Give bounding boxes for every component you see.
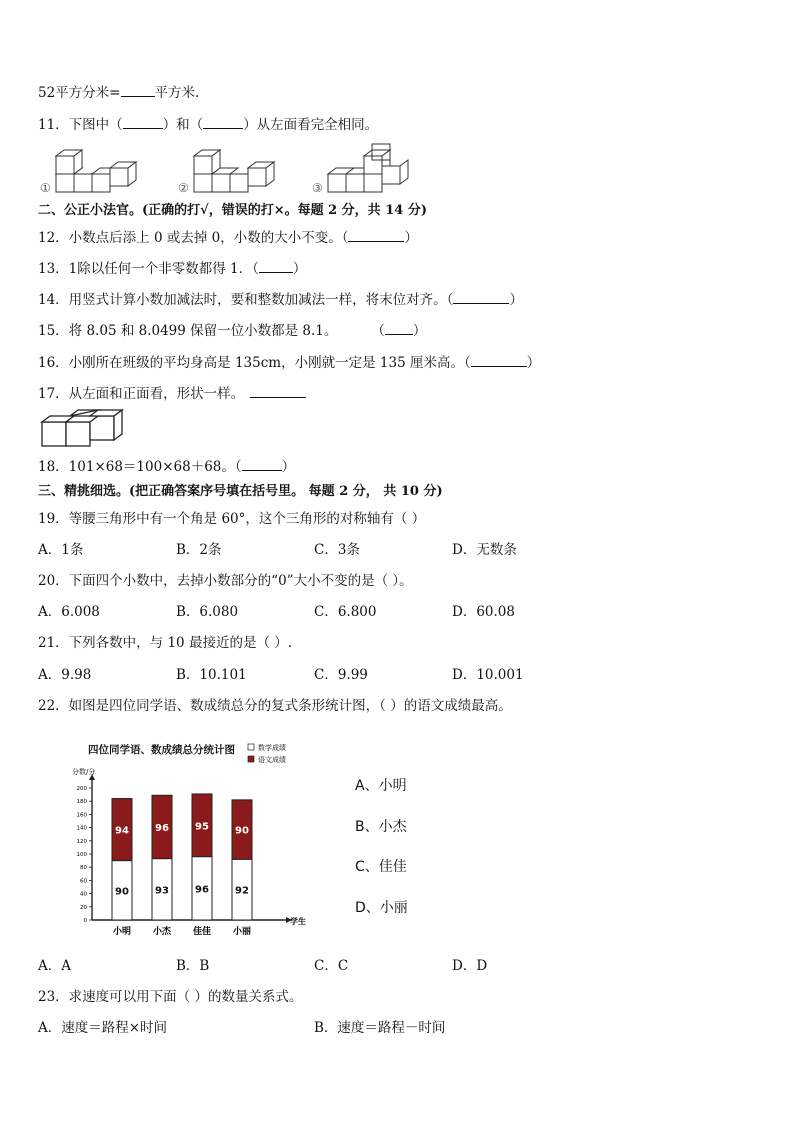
y-tick-label: 120	[76, 838, 87, 845]
q19-option-d[interactable]: D．无数条	[452, 542, 517, 558]
close-paren: ）	[412, 323, 427, 339]
cube-figure-3	[310, 140, 410, 196]
cube-figure-1	[38, 144, 138, 196]
y-tick-label: 200	[76, 786, 87, 792]
category-label: 小丽	[232, 927, 252, 937]
y-tick-label: 100	[76, 852, 87, 858]
q19-stem: 19．等腰三角形中有一个角是 60°，这个三角形的对称轴有（ ）	[38, 511, 426, 527]
close-paren: ）	[404, 230, 418, 246]
q21-stem: 21．下列各数中，与 10 最接近的是（ ）.	[38, 635, 293, 651]
close-paren: ）	[526, 355, 541, 371]
q20-option-d[interactable]: D．60.08	[452, 604, 515, 620]
close-paren: ）	[281, 459, 296, 475]
q22-stem: 22．如图是四位同学语、数成绩总分的复式条形统计图，（ ）的语文成绩最高。	[38, 698, 512, 714]
q10-line	[38, 84, 199, 102]
q22-option-c[interactable]: C．C	[314, 958, 349, 974]
answer-blank[interactable]	[242, 458, 282, 471]
open-paren: （	[371, 323, 385, 339]
q11-text-b: ）和（	[162, 117, 204, 133]
y-tick-label: 0	[83, 918, 87, 924]
answer-blank[interactable]	[453, 291, 509, 304]
chart-side-option-a: A、小明	[355, 778, 407, 794]
answer-blank[interactable]	[123, 116, 163, 129]
close-paren: ）	[509, 292, 523, 308]
q10-suffix: 平方米.	[154, 85, 200, 101]
data-label: 95	[195, 821, 209, 833]
data-label: 94	[115, 825, 129, 837]
y-tick-label: 160	[76, 812, 87, 819]
q11-text-c: ）从左面看完全相同。	[243, 117, 379, 133]
figure-label-1: ①	[40, 181, 51, 195]
bar-chart	[70, 738, 310, 943]
q17-line	[38, 385, 306, 403]
q20-option-a[interactable]: A．6.008	[38, 604, 100, 620]
q16-line	[38, 354, 540, 372]
data-label: 93	[155, 885, 169, 897]
q19-option-a[interactable]: A．1条	[38, 542, 84, 558]
q19-option-c[interactable]: C．3条	[314, 542, 360, 558]
chart-side-option-b: B、小杰	[355, 819, 407, 835]
answer-blank[interactable]	[471, 354, 527, 367]
q13-line	[38, 260, 306, 278]
q20-stem: 20．下面四个小数中，去掉小数部分的“0”大小不变的是（ ）。	[38, 573, 413, 589]
section-2-heading: 二、公正小法官。(正确的打√，错误的打×。每题 2 分，共 14 分)	[38, 203, 427, 218]
q16-text: 16．小刚所在班级的平均身高是 135cm，小刚就一定是 135 厘米高。（	[38, 355, 471, 371]
legend-label: 数学成绩	[258, 744, 286, 752]
chart-side-option-c: C、佳佳	[355, 859, 407, 875]
cube-figure-q17	[40, 406, 130, 450]
answer-blank[interactable]	[385, 322, 413, 335]
data-label: 90	[115, 886, 129, 898]
q23-option-a[interactable]: A．速度＝路程×时间	[38, 1020, 168, 1036]
category-label: 小杰	[152, 927, 172, 937]
y-tick-label: 40	[80, 891, 87, 898]
figure-label-3: ③	[312, 181, 323, 195]
answer-blank[interactable]	[250, 385, 306, 398]
q23-stem: 23．求速度可以用下面（ ）的数量关系式。	[38, 989, 303, 1005]
q22-option-d[interactable]: D．D	[452, 958, 488, 974]
data-label: 96	[155, 822, 169, 834]
q18-text: 18．101×68＝100×68＋68。（	[38, 459, 242, 475]
y-tick-label: 80	[80, 865, 87, 872]
q11-line	[38, 116, 378, 134]
q15-line	[38, 322, 426, 340]
answer-blank[interactable]	[348, 229, 404, 242]
q20-option-b[interactable]: B．6.080	[176, 604, 239, 620]
q22-option-b[interactable]: B．B	[176, 958, 210, 974]
q14-text: 14．用竖式计算小数加减法时，要和整数加减法一样，将末位对齐。（	[38, 292, 454, 308]
q14-line	[38, 291, 523, 309]
legend-swatch	[248, 756, 254, 762]
chart-title: 四位同学语、数成绩总分统计图	[88, 744, 235, 756]
q11-text-a: 11．下图中（	[38, 117, 123, 133]
q20-option-c[interactable]: C．6.800	[314, 604, 377, 620]
q21-option-d[interactable]: D．10.001	[452, 667, 524, 683]
q13-text: 13．1除以任何一个非零数都得 1．（	[38, 261, 259, 277]
answer-blank[interactable]	[121, 84, 155, 97]
answer-blank[interactable]	[203, 116, 243, 129]
q18-line	[38, 458, 295, 476]
y-tick-label: 180	[76, 799, 87, 806]
figure-label-2: ②	[178, 181, 189, 195]
answer-blank[interactable]	[259, 260, 293, 273]
q21-option-a[interactable]: A．9.98	[38, 667, 92, 683]
legend-swatch	[248, 744, 254, 750]
q21-option-b[interactable]: B．10.101	[176, 667, 247, 683]
q12-line	[38, 229, 418, 247]
close-paren: ）	[292, 261, 307, 277]
q19-option-b[interactable]: B．2条	[176, 542, 222, 558]
x-axis-label: 学生	[290, 917, 306, 926]
q22-option-a[interactable]: A．A	[38, 958, 71, 974]
section-3-heading: 三、精挑细选。(把正确答案序号填在括号里。 每题 2 分， 共 10 分)	[38, 484, 443, 499]
q12-text: 12．小数点后添上 0 或去掉 0，小数的大小不变。（	[38, 230, 349, 246]
data-label: 90	[235, 825, 249, 837]
legend-label: 语文成绩	[258, 756, 286, 764]
q10-prefix: 52平方分米=	[38, 85, 121, 101]
q17-text: 17．从左面和正面看，形状一样。	[38, 386, 245, 402]
category-label: 佳佳	[192, 927, 212, 937]
y-axis-label: 分数/分	[72, 768, 96, 776]
q23-option-b[interactable]: B．速度＝路程－时间	[314, 1020, 446, 1036]
q15-text: 15．将 8.05 和 8.0499 保留一位小数都是 8.1。	[38, 323, 338, 339]
cube-figure-2	[176, 144, 276, 196]
data-label: 96	[195, 884, 209, 896]
y-tick-label: 20	[80, 904, 87, 911]
q21-option-c[interactable]: C．9.99	[314, 667, 368, 683]
y-tick-label: 140	[76, 825, 87, 832]
category-label: 小明	[112, 927, 132, 937]
y-tick-label: 60	[80, 878, 87, 885]
data-label: 92	[235, 885, 249, 897]
chart-side-option-d: D、小丽	[355, 900, 408, 916]
